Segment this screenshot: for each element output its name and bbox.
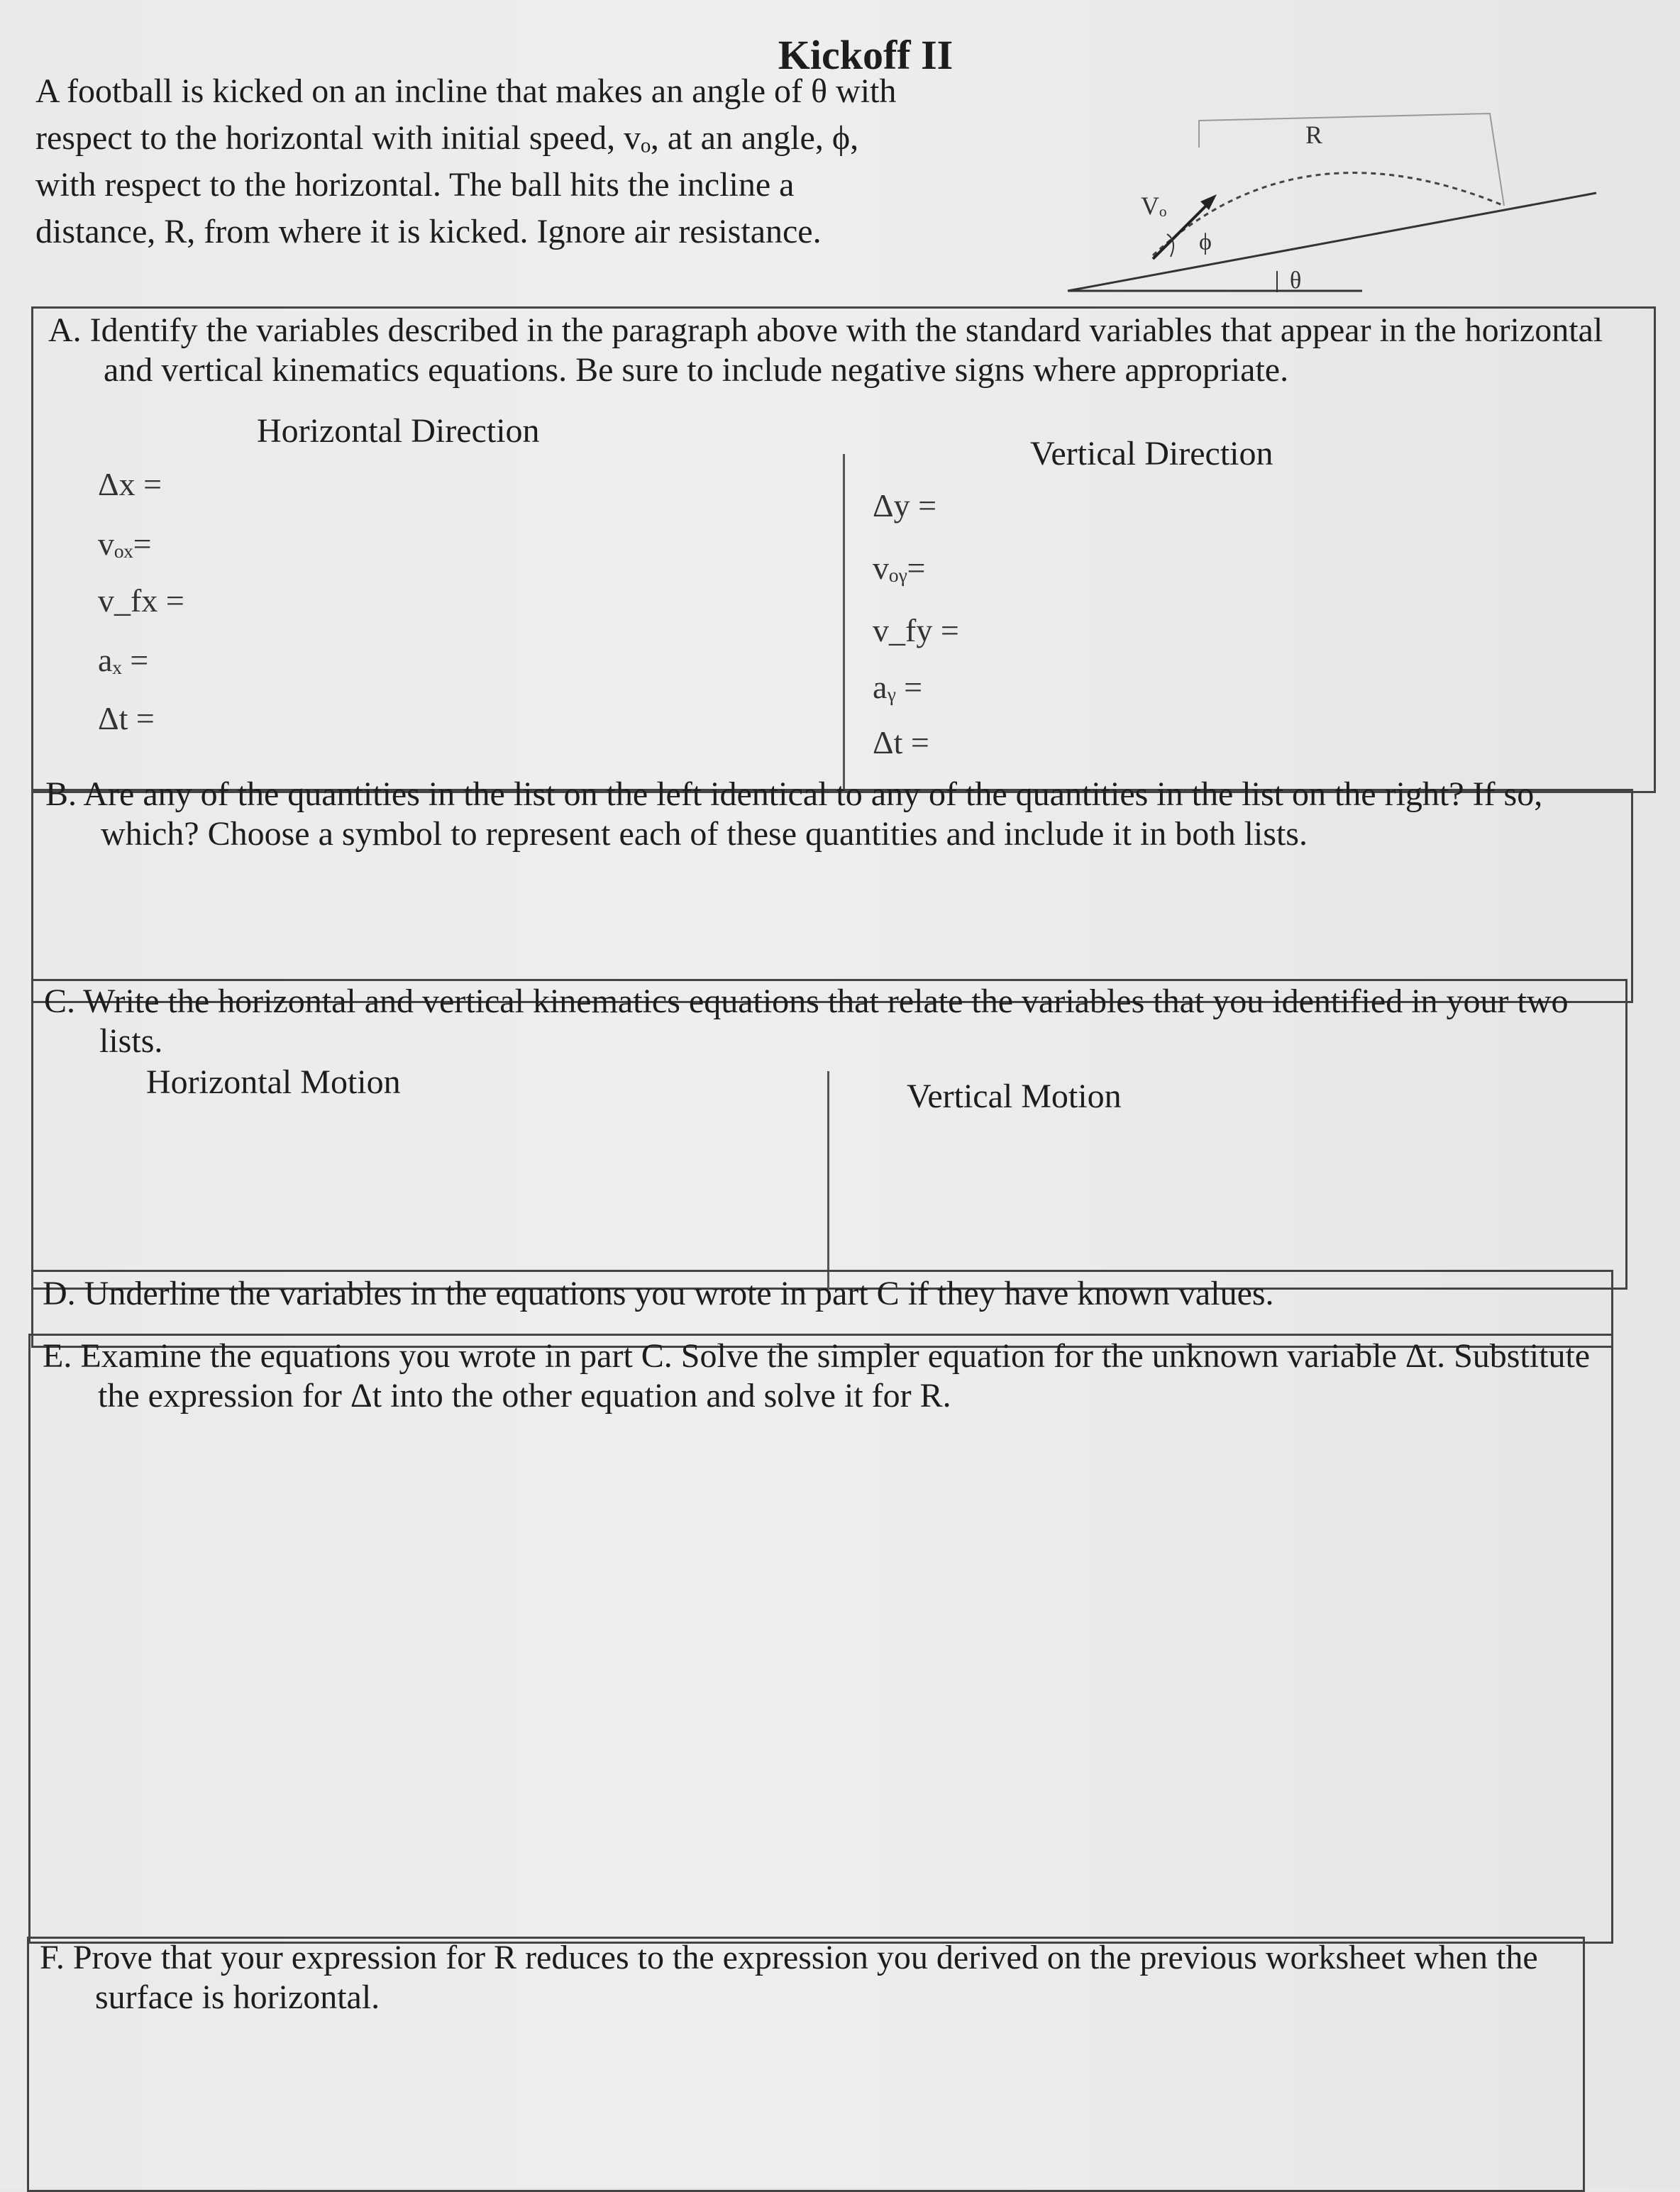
part-f-prompt: F. Prove that your expression for R reduces to the expression you derived on the previous worksheet when the surface is horizontal. (40, 1939, 1538, 2016)
vertical-direction-heading: Vertical Direction (1030, 435, 1273, 472)
horizontal-var: Δx = (98, 466, 162, 502)
intro-line: respect to the horizontal with initial speed, vₒ, at an angle, ϕ, (35, 119, 859, 157)
horizontal-var: v_fx = (98, 582, 184, 619)
vertical-motion-heading: Vertical Motion (907, 1078, 1122, 1115)
worksheet-title: Kickoff II (778, 32, 954, 78)
range-label: R (1305, 121, 1323, 149)
intro-paragraph (35, 68, 1057, 255)
part-d-text (43, 1274, 1603, 1314)
range-bracket (1199, 114, 1504, 206)
horizontal-var: vₒₓ= (98, 526, 152, 562)
part-e-text (43, 1336, 1596, 1416)
part-b-text (45, 775, 1606, 854)
part-c-prompt: C. Write the horizontal and vertical kinematics equations that relate the variables that you identified in your two lists. (44, 982, 1569, 1060)
part-e-box (28, 1334, 1613, 1944)
vertical-var: Δt = (873, 724, 929, 760)
incline-diagram (1064, 92, 1603, 305)
horizontal-var: aₓ = (98, 642, 149, 678)
part-b-prompt: B. Are any of the quantities in the list on the left identical to any of the quantities in the list on the right? If so, which? Choose a symbol to represent each of these quantities and include it in both lists. (45, 775, 1543, 853)
vertical-var: v_fy = (873, 612, 959, 648)
speed-label: Vₒ (1141, 192, 1167, 220)
intro-line: A football is kicked on an incline that makes an angle of θ with (35, 72, 897, 110)
vertical-var: aᵧ = (873, 669, 923, 705)
horizontal-var: Δt = (98, 700, 155, 736)
phi-label: ϕ (1199, 229, 1212, 255)
part-e-prompt: E. Examine the equations you wrote in part C. Solve the simpler equation for the unknown variable Δt. Substitute the expression for Δt into the other equation and solve it for R. (43, 1337, 1591, 1415)
vertical-var: vₒᵧ= (873, 550, 926, 586)
horizontal-motion-heading: Horizontal Motion (146, 1063, 401, 1101)
part-f-text (40, 1938, 1565, 2017)
part-a-prompt: A. Identify the variables described in the paragraph above with the standard variables that appear in the horizontal and vertical kinematics equations. Be sure to include negative signs where appropriate. (48, 311, 1603, 389)
part-a-divider (843, 454, 845, 793)
vertical-var: Δy = (873, 487, 937, 524)
horizontal-direction-heading: Horizontal Direction (257, 412, 540, 450)
theta-label: θ (1290, 267, 1302, 294)
part-a-text (48, 311, 1645, 390)
intro-line: distance, R, from where it is kicked. Ignore air resistance. (35, 213, 822, 250)
part-d-prompt: D. Underline the variables in the equations you wrote in part C if they have known values. (43, 1275, 1274, 1312)
part-c-text (44, 982, 1619, 1061)
part-c-divider (827, 1071, 829, 1290)
intro-line: with respect to the horizontal. The ball hits the incline a (35, 166, 795, 204)
